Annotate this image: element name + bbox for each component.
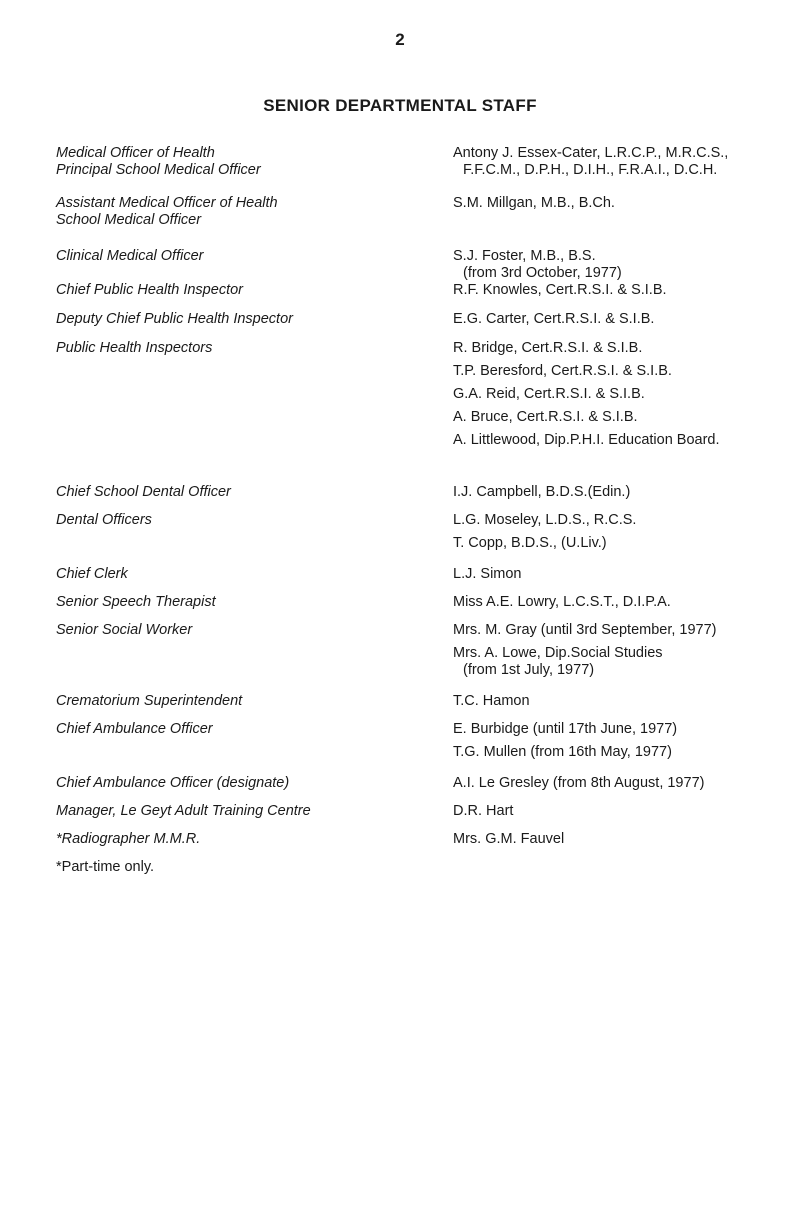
role-label — [56, 340, 386, 357]
name-line: Mrs. A. Lowe, Dip.Social Studies — [453, 645, 663, 661]
staff-names — [453, 512, 798, 552]
name-line: E. Burbidge (until 17th June, 1977) — [453, 721, 678, 737]
staff-names — [453, 311, 798, 328]
role-line: Chief School Dental Officer — [56, 484, 231, 500]
role-label — [56, 248, 386, 265]
name-line: Antony J. Essex-Cater, L.R.C.P., M.R.C.S., — [453, 145, 729, 161]
staff-names — [453, 831, 798, 848]
role-line: Chief Clerk — [56, 566, 128, 582]
role-label — [56, 594, 386, 611]
staff-names — [453, 340, 798, 449]
role-label — [56, 831, 386, 848]
role-line: Dental Officers — [56, 512, 152, 528]
role-label — [56, 484, 386, 501]
role-line: Chief Public Health Inspector — [56, 282, 243, 298]
role-line: Senior Speech Therapist — [56, 594, 216, 610]
role-line: Chief Ambulance Officer (designate) — [56, 775, 290, 791]
role-label — [56, 803, 386, 820]
name-line: T. Copp, B.D.S., (U.Liv.) — [453, 535, 607, 551]
role-line: Medical Officer of Health — [56, 145, 215, 161]
name-line: A. Bruce, Cert.R.S.I. & S.I.B. — [453, 409, 638, 425]
role-label — [56, 512, 386, 529]
name-line: Mrs. G.M. Fauvel — [453, 831, 565, 847]
staff-names — [453, 282, 798, 299]
name-line: I.J. Campbell, B.D.S.(Edin.) — [453, 484, 631, 500]
name-line: L.J. Simon — [453, 566, 522, 582]
name-line: A.I. Le Gresley (from 8th August, 1977) — [453, 775, 705, 791]
role-label — [56, 693, 386, 710]
role-line: Clinical Medical Officer — [56, 248, 204, 264]
role-label — [56, 721, 386, 738]
name-line: Mrs. M. Gray (until 3rd September, 1977) — [453, 622, 717, 638]
role-line: Crematorium Superintendent — [56, 693, 243, 709]
name-line: (from 3rd October, 1977) — [463, 265, 622, 281]
staff-names — [453, 721, 798, 761]
name-line: A. Littlewood, Dip.P.H.I. Education Board. — [453, 432, 720, 448]
role-label — [56, 775, 386, 792]
role-line: Manager, Le Geyt Adult Training Centre — [56, 803, 311, 819]
role-line: *Radiographer M.M.R. — [56, 831, 201, 847]
staff-names — [453, 145, 798, 179]
staff-names — [453, 803, 798, 820]
role-label — [56, 282, 386, 299]
name-line: R. Bridge, Cert.R.S.I. & S.I.B. — [453, 340, 643, 356]
name-line: D.R. Hart — [453, 803, 514, 819]
staff-names — [453, 775, 798, 792]
staff-names — [453, 248, 798, 282]
name-line: R.F. Knowles, Cert.R.S.I. & S.I.B. — [453, 282, 667, 298]
staff-names — [453, 566, 798, 583]
name-line: L.G. Moseley, L.D.S., R.C.S. — [453, 512, 637, 528]
name-line: S.J. Foster, M.B., B.S. — [453, 248, 596, 264]
role-line: School Medical Officer — [56, 212, 202, 228]
staff-names — [453, 622, 798, 679]
name-line: T.P. Beresford, Cert.R.S.I. & S.I.B. — [453, 363, 672, 379]
name-line: E.G. Carter, Cert.R.S.I. & S.I.B. — [453, 311, 655, 327]
name-line: G.A. Reid, Cert.R.S.I. & S.I.B. — [453, 386, 645, 402]
role-label — [56, 622, 386, 639]
name-line: T.C. Hamon — [453, 693, 530, 709]
page-number: 2 — [395, 30, 405, 49]
role-line: Chief Ambulance Officer — [56, 721, 213, 737]
name-line: S.M. Millgan, M.B., B.Ch. — [453, 195, 615, 211]
name-line: Miss A.E. Lowry, L.C.S.T., D.I.P.A. — [453, 594, 671, 610]
staff-names — [453, 484, 798, 501]
footnote: *Part-time only. — [56, 859, 155, 875]
role-label — [56, 566, 386, 583]
role-line: Assistant Medical Officer of Health — [56, 195, 278, 211]
name-line: F.F.C.M., D.P.H., D.I.H., F.R.A.I., D.C.H. — [463, 162, 718, 178]
role-label — [56, 195, 386, 229]
role-label — [56, 145, 386, 179]
staff-names — [453, 693, 798, 710]
role-line: Public Health Inspectors — [56, 340, 213, 356]
role-line: Senior Social Worker — [56, 622, 193, 638]
page-title: SENIOR DEPARTMENTAL STAFF — [263, 96, 537, 115]
role-line: Deputy Chief Public Health Inspector — [56, 311, 293, 327]
staff-names — [453, 195, 798, 212]
staff-names — [453, 594, 798, 611]
name-line: (from 1st July, 1977) — [463, 662, 595, 678]
name-line: T.G. Mullen (from 16th May, 1977) — [453, 744, 672, 760]
role-line: Principal School Medical Officer — [56, 162, 261, 178]
role-label — [56, 311, 386, 328]
